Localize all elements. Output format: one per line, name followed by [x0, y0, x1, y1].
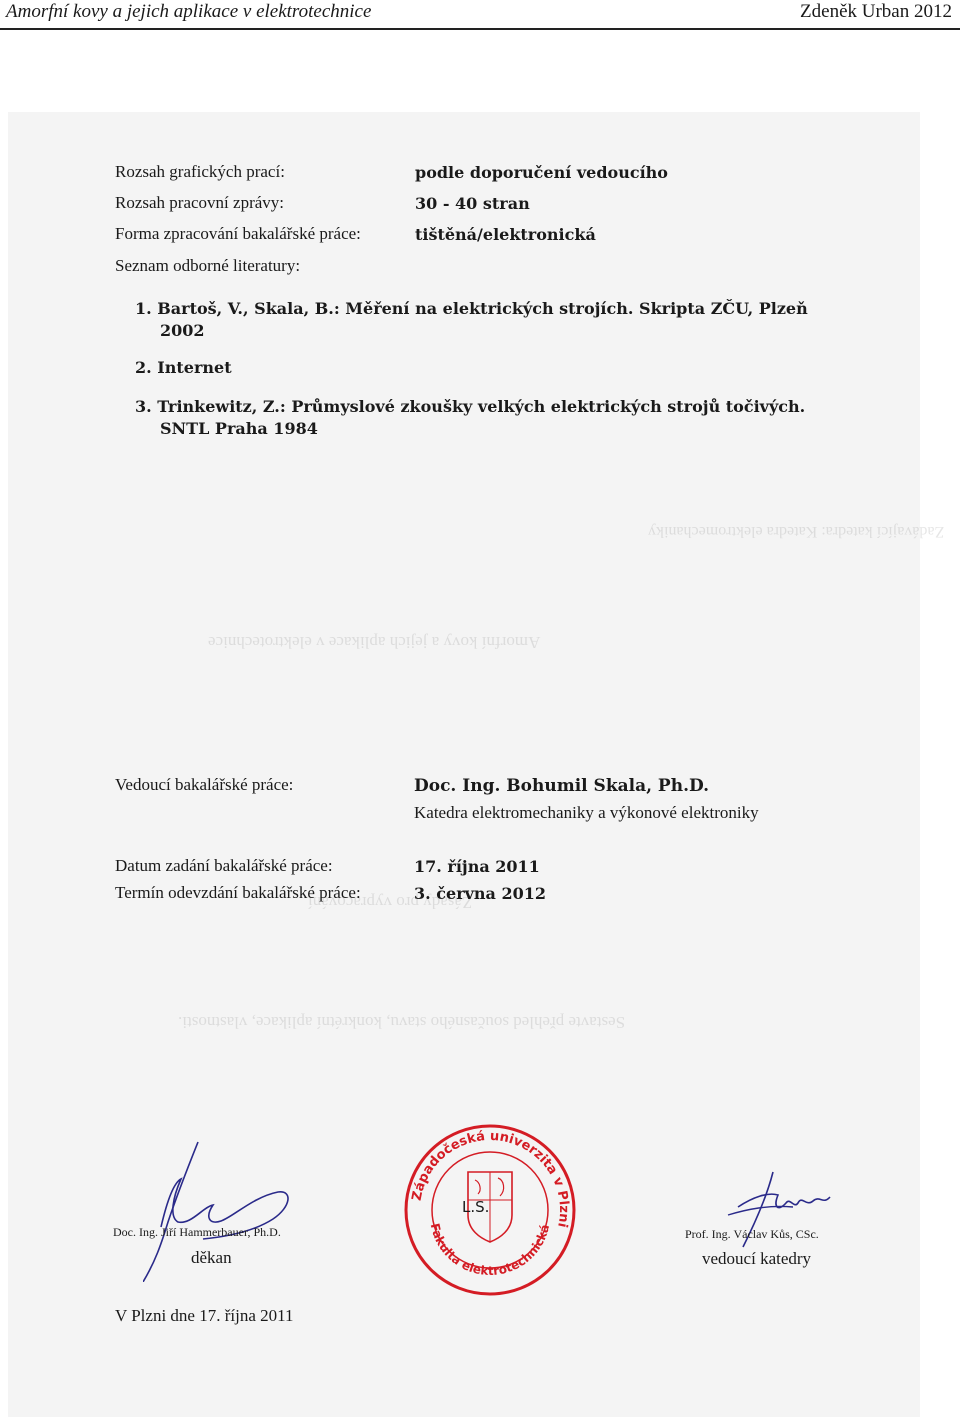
- supervisor-department: Katedra elektromechaniky a výkonové elektroniky: [414, 803, 759, 822]
- bleed-through-text: Zadávající katedra: Katedra elektromechaniky: [648, 523, 945, 540]
- bleed-through-text: Amorfní kovy a jejich aplikace v elektrotechnice: [208, 633, 541, 652]
- bleed-through-text: Zásady pro vypracování: [308, 893, 473, 912]
- literature-item-3-cont: SNTL Praha 1984: [160, 419, 318, 438]
- due-date-value: 3. června 2012: [414, 884, 547, 903]
- university-stamp: [400, 1120, 580, 1300]
- stamp-ring-text: Západočeská univerzita v Plzni: [409, 1128, 572, 1229]
- supervisor-label: Vedoucí bakalářské práce:: [115, 775, 294, 794]
- form-value: tištěná/elektronická: [415, 225, 596, 244]
- stamp-inner-text: Fakulta elektrotechnická: [427, 1221, 553, 1279]
- dean-name: Doc. Ing. Jiří Hammerbauer, Ph.D.: [113, 1225, 281, 1239]
- report-scope-label: Rozsah pracovní zprávy:: [115, 193, 284, 212]
- author-year: Zdeněk Urban 2012: [800, 1, 952, 22]
- graphics-scope-label: Rozsah grafických prací:: [115, 162, 285, 181]
- document-title: Amorfní kovy a jejich aplikace v elektrotechnice: [6, 1, 372, 22]
- bleed-through-text: Sestavte přehled současného stavu, konkrétní aplikace, vlastnosti.: [178, 1013, 626, 1032]
- dean-role: děkan: [191, 1248, 232, 1267]
- literature-item-3: 3. Trinkewitz, Z.: Průmyslové zkoušky velkých elektrických strojů točivých.: [135, 397, 806, 416]
- head-name: Prof. Ing. Václav Kůs, CSc.: [685, 1227, 819, 1241]
- place-date: V Plzni dne 17. října 2011: [115, 1306, 294, 1325]
- literature-item-1-cont: 2002: [160, 321, 205, 340]
- assigned-date-value: 17. října 2011: [414, 857, 540, 876]
- report-scope-value: 30 - 40 stran: [415, 194, 530, 213]
- graphics-scope-value: podle doporučení vedoucího: [415, 163, 668, 182]
- page-header: [0, 0, 960, 30]
- literature-item-2: 2. Internet: [135, 358, 232, 377]
- scan-margin: [920, 112, 954, 1417]
- literature-label: Seznam odborné literatury:: [115, 256, 301, 275]
- head-signature: [698, 1167, 848, 1257]
- form-label: Forma zpracování bakalářské práce:: [115, 224, 361, 243]
- stamp-ls-mark: L.S.: [462, 1198, 490, 1216]
- assigned-date-label: Datum zadání bakalářské práce:: [115, 856, 333, 875]
- due-date-label: Termín odevzdání bakalářské práce:: [115, 883, 361, 902]
- head-role: vedoucí katedry: [702, 1249, 812, 1268]
- supervisor-name: Doc. Ing. Bohumil Skala, Ph.D.: [414, 776, 710, 796]
- literature-item-1: 1. Bartoš, V., Skala, B.: Měření na elektrických strojích. Skripta ZČU, Plzeň: [135, 299, 808, 318]
